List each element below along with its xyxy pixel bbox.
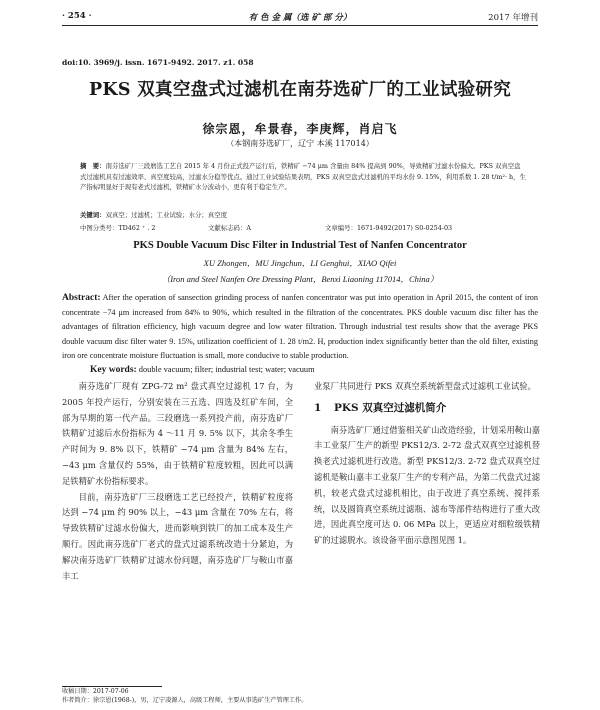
body-column-left: [62, 379, 293, 584]
issue-label: 2017 年增刊: [488, 13, 538, 23]
journal-name: 有 色 金 属（选 矿 部 分）: [248, 13, 352, 23]
keywords-english-label: Key words:: [90, 365, 137, 375]
article-number: 文章编号：1671-9492(2017) S0-0254-03: [325, 224, 453, 232]
doi: doi:10. 3969/j. issn. 1671-9492. 2017. z1. 058: [62, 58, 254, 67]
authors-english: XU Zhongen，MU Jingchun，LI Genghui，XIAO Qifei: [203, 258, 397, 268]
authors-chinese: 徐宗恩，牟景春，李庚辉，肖启飞: [202, 122, 398, 136]
clc-number: 中图分类号：TD462 ⁺ . 2: [80, 224, 156, 232]
footnote: [62, 688, 538, 705]
abstract-chinese: [80, 161, 526, 193]
abstract-english: [62, 291, 538, 364]
keywords-english: [90, 365, 315, 375]
author-bio: 作者简介：徐宗恩(1968-)，男，辽宁凌源人，高级工程师，主要从事选矿生产管理工作。: [62, 696, 308, 704]
footnote-rule: [62, 686, 162, 687]
running-header: [62, 8, 538, 24]
keywords-chinese: [80, 210, 227, 219]
title-chinese: PKS 双真空盘式过滤机在南芬选矿厂的工业试验研究: [88, 80, 512, 100]
section-title: PKS 双真空过滤机简介: [334, 401, 447, 414]
keywords-chinese-label: 关键词：: [80, 211, 106, 219]
body-paragraph: 业泵厂共同进行 PKS 双真空系统新型盘式过滤机工业试验。: [314, 381, 536, 391]
body-column-right: [314, 379, 540, 549]
abstract-english-label: Abstract:: [62, 293, 101, 303]
section-number: 1: [314, 401, 322, 414]
abstract-chinese-text: 南芬选矿厂三段磨选工艺自 2015 年 4 月份正式投产运行后，铁精矿 −74 μm 含量由 84% 提高到 90%，导致精矿过滤水份偏大。PKS 双真空盘式过滤机具有过滤效率、真空度较高，过滤水分稳等优点。通过工业试验结果表明，PKS 双真空盘式过滤机的平均水份 9. 15%，利用系数 1. 28 t/m²· h，生产指标明显好于现有老式过滤机，铁精矿水分波动小，更有利于稳定生产。: [80, 162, 526, 191]
abstract-english-text: After the operation of sansection grinding process of nanfen concentrator was put into operation in April 2015, the content of iron concentrate −74 μm increased from 84% to 90%, which resulted in the filtration of the concentrates. PKS double vacuum disc filter has the advantages of filtration efficiency, high vacuum degree and low water filtration. Through industrial test results show that the average PKS double vacuum disc filter water 9. 15%, utilization coefficient of 1. 28 t/m2. H, production index significantly better than the old filter, existing iron ore concentrate moisture fluctuation is small, more conducive to stable production.: [62, 293, 538, 361]
header-rule: [62, 25, 538, 26]
abstract-chinese-label: 摘 要：: [80, 162, 106, 170]
keywords-english-text: double vacuum; filter; industrial test; water; vacuum: [138, 365, 315, 374]
body-paragraph: 南芬选矿厂通过借鉴相关矿山改造经验，计划采用鞍山嘉丰工业泵厂生产的新型 PKS12/3. 2-72 盘式双真空过滤机替换老式过滤机进行改造。新型 PKS12/3. 2-72 盘式双真空过滤机是鞍山嘉丰工业泵厂生产的专利产品，为第二代盘式过滤机，较老式盘式过滤机相比，由于改进了真空系统、搅拌系统，以及圆筒真空系统过滤瓶、滤布等部件结构进行了重大改进，因此真空度可达 0. 06 MPa 以上，更适应对细粒级铁精矿的过滤脱水。该设备平面示意图见图 1。: [314, 424, 540, 546]
received-date: 收稿日期：2017-07-06: [62, 688, 129, 695]
keywords-chinese-text: 双真空；过滤机；工业试验；水分；真空度: [105, 211, 227, 219]
affiliation-english: （Iron and Steel Nanfen Ore Dressing Plant，Benxi Liaoning 117014，China）: [161, 274, 439, 284]
document-code: 文献标志码：A: [208, 224, 251, 232]
section-heading: [314, 401, 540, 417]
classification-row: [80, 223, 526, 233]
body-paragraph: 南芬选矿厂现有 ZPG-72 m² 盘式真空过滤机 17 台，为 2005 年投产运行，分别安装在三五选、四选及红矿车间，全部为早期的第一代产品。三段磨选一系列投产前，南芬选矿厂铁精矿过滤后水份指标为 4 ～11 月 9. 5% 以下，其余冬季生产时间为 9. 8% 以下，铁精矿 −74 μm 含量为 84% 左右，−43 μm 含量仅约 55%，由于铁精矿粒度较粗，因此可以满足铁精矿水份指标要求。: [62, 381, 293, 486]
body-paragraph: 目前，南芬选矿厂三段磨选工艺已经投产，铁精矿粒度将达到 −74 μm 约 90% 以上，−43 μm 含量在 70% 左右，将导致铁精矿过滤水份偏大，进而影响到铁厂的加工成本及生产顺行。因此南芬选矿厂老式的盘式过滤系统改造十分紧迫，为解决南芬选矿厂铁精矿过滤水份问题，南芬选矿厂与鞍山市嘉丰工: [62, 491, 293, 581]
title-english: PKS Double Vacuum Disc Filter in Industrial Test of Nanfen Concentrator: [133, 240, 467, 251]
affiliation-chinese: （本钢南芬选矿厂，辽宁 本溪 117014）: [226, 139, 374, 148]
page-number: · 254 ·: [62, 11, 92, 21]
